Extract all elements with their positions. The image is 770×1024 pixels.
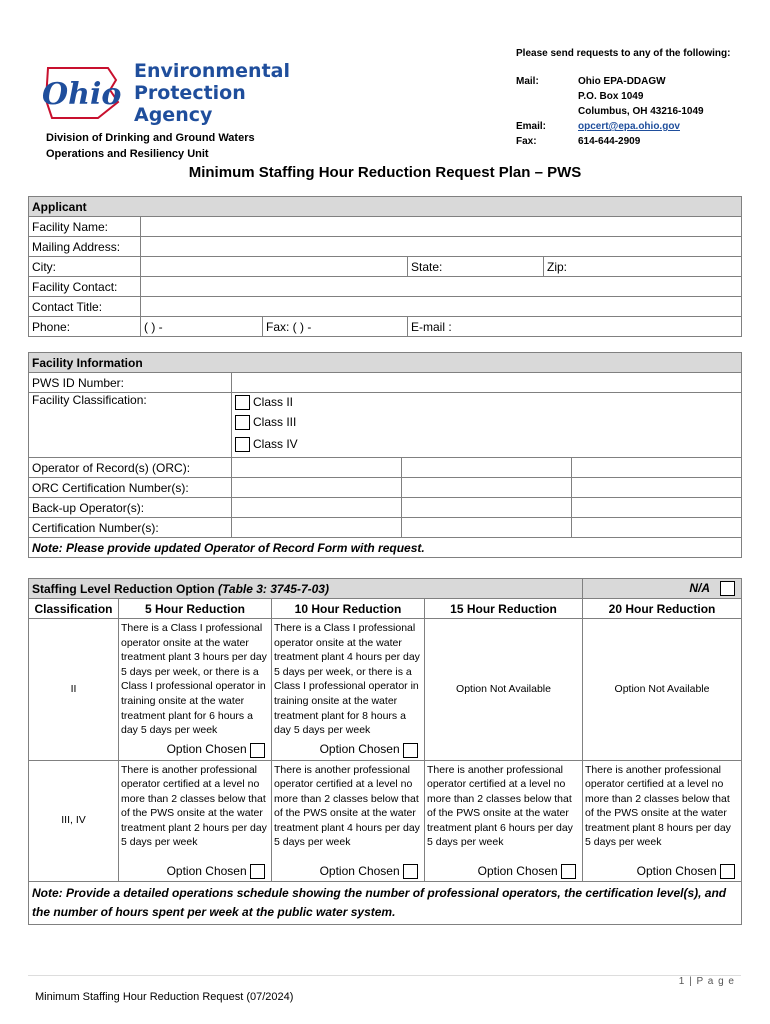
col-15-hour: 15 Hour Reduction (425, 599, 583, 619)
backup-field[interactable] (232, 498, 402, 518)
option-not-available: Option Not Available (425, 619, 583, 761)
phone-label: Phone: (29, 317, 141, 337)
applicant-heading: Applicant (29, 197, 742, 217)
state-field[interactable]: State: (408, 257, 544, 277)
mail-label: Mail: (516, 76, 539, 87)
fax-value: 614-644-2909 (578, 136, 641, 147)
orc-cert-field[interactable] (402, 478, 572, 498)
option-text: There is a Class I professional operator onsite at the water treatment plant 3 hours per day 5 days per week, or there is a Class I professional operator in training onsite at the water treatment plant for 6 hours a day 5 days per week (119, 619, 272, 741)
staffing-note: Note: Provide a detailed operations schedule showing the number of professional operators, the certification level(s), and the number of hours spent per week at the public water system. (29, 882, 742, 925)
option-chosen[interactable] (119, 741, 272, 761)
svg-text:Ohio: Ohio (42, 77, 122, 112)
facility-contact-field[interactable] (141, 277, 742, 297)
class-label: Class IV (253, 436, 298, 451)
col-5-hour: 5 Hour Reduction (119, 599, 272, 619)
option-text: There is another professional operator certified at a level no more than 2 classes below that of the PWS onsite at the water treatment plant 6 hours per day 5 days per week (425, 760, 583, 862)
mail-line: Ohio EPA-DDAGW (578, 76, 666, 87)
agency-line: Environmental (134, 60, 290, 82)
fax-label: Fax: (516, 136, 537, 147)
class-label: Class II (253, 395, 294, 410)
phone-field[interactable]: ( ) - (141, 317, 263, 337)
cert-numbers-field[interactable] (572, 518, 742, 538)
division-info (46, 130, 255, 162)
option-chosen[interactable] (272, 741, 425, 761)
option-chosen[interactable] (583, 862, 742, 882)
city-field[interactable] (141, 257, 408, 277)
checkbox[interactable] (235, 395, 250, 410)
facility-name-field[interactable] (141, 217, 742, 237)
cert-numbers-label: Certification Number(s): (29, 518, 232, 538)
agency-line: Agency (134, 104, 213, 126)
checkbox[interactable] (235, 437, 250, 452)
option-checkbox[interactable] (403, 864, 418, 879)
option-not-available: Option Not Available (583, 619, 742, 761)
option-checkbox[interactable] (561, 864, 576, 879)
fax-field[interactable]: Fax: ( ) - (263, 317, 408, 337)
ohio-logo (38, 60, 124, 122)
na-option[interactable] (583, 579, 742, 599)
facility-heading: Facility Information (29, 353, 742, 373)
pws-id-field[interactable] (232, 373, 742, 393)
orc-label: Operator of Record(s) (ORC): (29, 458, 232, 478)
staffing-heading (29, 579, 583, 599)
class-option[interactable] (232, 432, 742, 457)
option-chosen[interactable] (272, 862, 425, 882)
option-chosen-label: Option Chosen (477, 863, 558, 878)
orc-cert-label: ORC Certification Number(s): (29, 478, 232, 498)
facility-note: Note: Please provide updated Operator of Record Form with request. (29, 538, 742, 558)
class-label: Class III (253, 414, 297, 429)
mail-line: Columbus, OH 43216-1049 (578, 106, 704, 117)
backup-label: Back-up Operator(s): (29, 498, 232, 518)
facility-name-label: Facility Name: (29, 217, 141, 237)
option-checkbox[interactable] (720, 864, 735, 879)
na-label: N/A (689, 580, 710, 595)
division-line: Division of Drinking and Ground Waters (46, 132, 255, 144)
option-chosen-label: Option Chosen (166, 742, 247, 757)
row-class-ii: II (29, 619, 119, 761)
col-20-hour: 20 Hour Reduction (583, 599, 742, 619)
cert-numbers-field[interactable] (232, 518, 402, 538)
mailing-address-label: Mailing Address: (29, 237, 141, 257)
option-checkbox[interactable] (250, 864, 265, 879)
na-checkbox[interactable] (720, 581, 735, 596)
option-chosen-label: Option Chosen (166, 863, 247, 878)
zip-field[interactable]: Zip: (544, 257, 742, 277)
facility-contact-label: Facility Contact: (29, 277, 141, 297)
agency-line: Protection (134, 82, 246, 104)
class-option[interactable] (232, 393, 742, 413)
orc-field[interactable] (232, 458, 402, 478)
cert-numbers-field[interactable] (402, 518, 572, 538)
page-number: 1 | P a g e (678, 976, 735, 987)
option-checkbox[interactable] (250, 743, 265, 758)
backup-field[interactable] (402, 498, 572, 518)
footer-doc-name: Minimum Staffing Hour Reduction Request (07/2024) (35, 991, 294, 1003)
classification-label: Facility Classification: (29, 393, 232, 458)
email-link[interactable]: opcert@epa.ohio.gov (578, 121, 680, 132)
page-title: Minimum Staffing Hour Reduction Request Plan – PWS (188, 164, 582, 181)
contact-title-label: Contact Title: (29, 297, 141, 317)
contact-block (516, 46, 730, 149)
facility-table (28, 352, 742, 558)
mailing-address-field[interactable] (141, 237, 742, 257)
option-chosen-label: Option Chosen (636, 863, 717, 878)
staffing-table (28, 578, 742, 925)
option-text: There is another professional operator certified at a level no more than 2 classes below that of the PWS onsite at the water treatment plant 4 hours per day 5 days per week (272, 760, 425, 862)
contact-title-field[interactable] (141, 297, 742, 317)
option-text: There is another professional operator certified at a level no more than 2 classes below that of the PWS onsite at the water treatment plant 8 hours per day 5 days per week (583, 760, 742, 862)
email-label: Email: (516, 121, 547, 132)
staffing-ref: (Table 3: 3745-7-03) (218, 581, 329, 596)
orc-cert-field[interactable] (232, 478, 402, 498)
row-class-iii-iv: III, IV (29, 760, 119, 882)
col-10-hour: 10 Hour Reduction (272, 599, 425, 619)
orc-field[interactable] (572, 458, 742, 478)
staffing-title: Staffing Level Reduction Option (32, 581, 215, 596)
option-chosen-label: Option Chosen (319, 863, 400, 878)
orc-field[interactable] (402, 458, 572, 478)
orc-cert-field[interactable] (572, 478, 742, 498)
option-chosen[interactable] (119, 862, 272, 882)
checkbox[interactable] (235, 415, 250, 430)
applicant-table (28, 196, 742, 337)
backup-field[interactable] (572, 498, 742, 518)
option-text: There is another professional operator certified at a level no more than 2 classes below that of the PWS onsite at the water treatment plant 2 hours per day 5 days per week (119, 760, 272, 862)
class-option[interactable] (232, 413, 742, 433)
mail-line: P.O. Box 1049 (578, 91, 644, 102)
city-label: City: (29, 257, 141, 277)
option-text: There is a Class I professional operator onsite at the water treatment plant 4 hours per day 5 days per week, or there is a Class I professional operator in training onsite at the water treatment plant for 8 hours a day 5 days per week (272, 619, 425, 741)
agency-name (134, 60, 290, 126)
option-chosen[interactable] (425, 862, 583, 882)
option-chosen-label: Option Chosen (319, 742, 400, 757)
contact-intro: Please send requests to any of the following: (516, 48, 731, 59)
pws-id-label: PWS ID Number: (29, 373, 232, 393)
footer-divider (28, 975, 741, 976)
option-checkbox[interactable] (403, 743, 418, 758)
unit-line: Operations and Resiliency Unit (46, 148, 209, 160)
col-classification: Classification (29, 599, 119, 619)
email-field[interactable]: E-mail : (408, 317, 742, 337)
